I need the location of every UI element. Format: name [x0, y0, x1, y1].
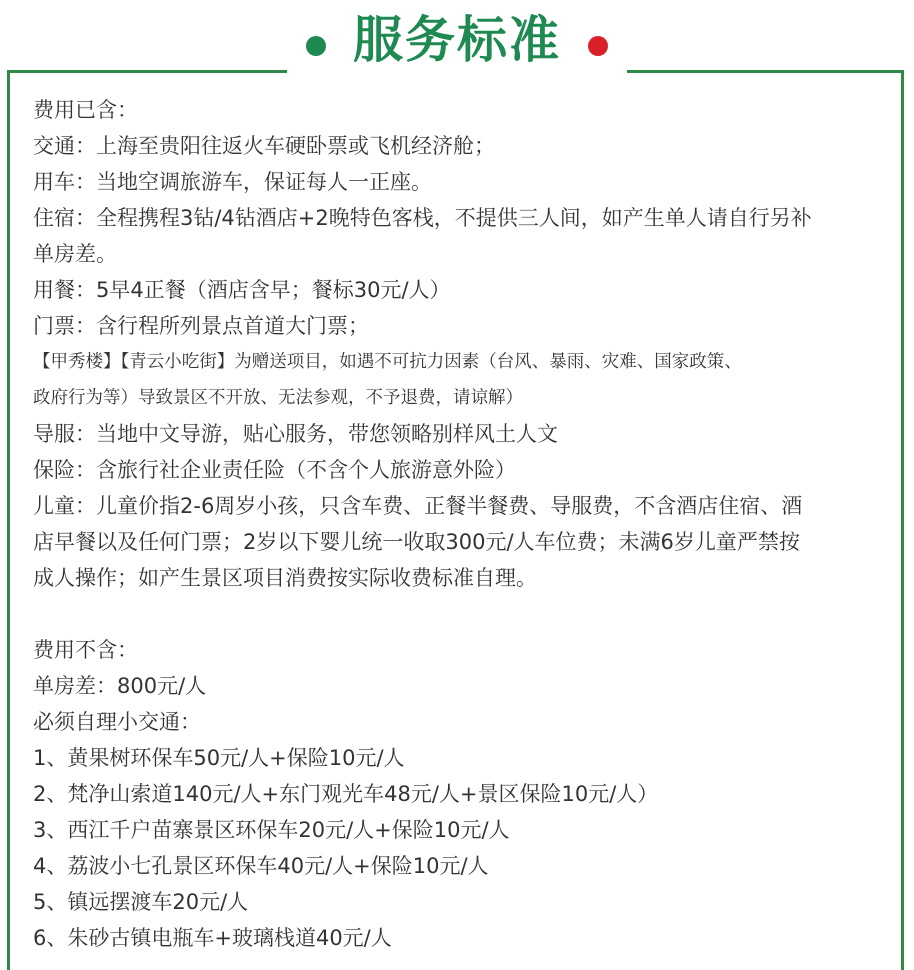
included-transport: 交通：上海至贵阳往返火车硬卧票或飞机经济舱； [33, 134, 495, 158]
page-title: 服务标准 [353, 11, 561, 69]
list-item: 1、黄果树环保车50元/人+保险10元/人 [33, 746, 405, 770]
excluded-heading: 费用不含： [33, 638, 138, 662]
included-lodging: 住宿：全程携程3钻/4钻酒店+2晚特色客栈，不提供三人间，如产生单人请自行另补 [33, 206, 812, 230]
service-standard-content [33, 92, 888, 956]
red-dot-icon [588, 36, 608, 56]
included-gift-note-cont: 政府行为等）导致景区不开放、无法参观，不予退费，请谅解） [33, 388, 523, 408]
included-guide: 导服：当地中文导游，贴心服务，带您领略别样风土人文 [33, 422, 558, 446]
included-insurance: 保险：含旅行社企业责任险（不含个人旅游意外险） [33, 458, 516, 482]
list-item: 5、镇远摆渡车20元/人 [33, 890, 249, 914]
included-tickets: 门票：含行程所列景点首道大门票； [33, 314, 369, 338]
section-spacer [33, 596, 888, 632]
included-meals: 用餐：5早4正餐（酒店含早；餐标30元/人） [33, 278, 451, 302]
list-item: 3、西江千户苗寨景区环保车20元/人+保险10元/人 [33, 818, 510, 842]
list-item: 2、梵净山索道140元/人+东门观光车48元/人+景区保险10元/人） [33, 782, 659, 806]
local-transport-heading: 必须自理小交通： [33, 710, 201, 734]
included-child-cont-1: 店早餐以及任何门票；2岁以下婴儿统一收取300元/人车位费；未满6岁儿童严禁按 [33, 530, 800, 554]
list-item: 4、荔波小七孔景区环保车40元/人+保险10元/人 [33, 854, 489, 878]
included-heading: 费用已含： [33, 98, 138, 122]
included-vehicle: 用车：当地空调旅游车，保证每人一正座。 [33, 170, 432, 194]
included-lodging-cont: 单房差。 [33, 242, 117, 266]
list-item: 6、朱砂古镇电瓶车+玻璃栈道40元/人 [33, 926, 392, 950]
included-gift-note: 【甲秀楼】【青云小吃街】为赠送项目，如遇不可抗力因素（台风、暴雨、灾难、国家政策、 [33, 352, 742, 372]
included-child-cont-2: 成人操作；如产生景区项目消费按实际收费标准自理。 [33, 566, 537, 590]
excluded-single-room: 单房差：800元/人 [33, 674, 207, 698]
included-child: 儿童：儿童价指2-6周岁小孩，只含车费、正餐半餐费、导服费，不含酒店住宿、酒 [33, 494, 803, 518]
section-header [0, 0, 914, 74]
